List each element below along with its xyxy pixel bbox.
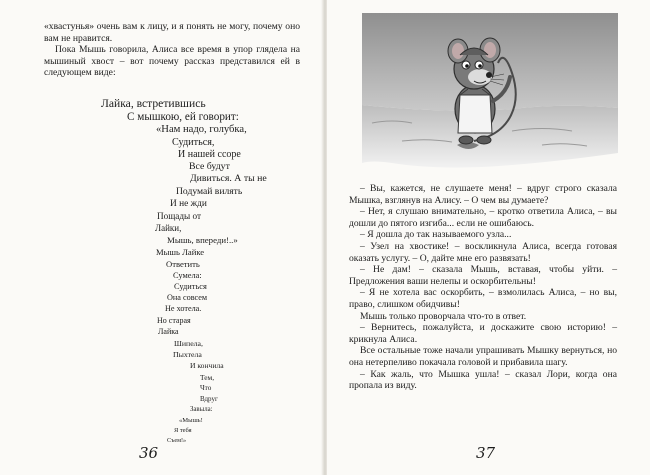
right-page	[327, 0, 650, 475]
tail-line: Все будут	[189, 161, 230, 172]
tail-line: Завыла:	[190, 406, 213, 413]
paragraph: – Вы, кажется, не слушаете меня! – вдруг строго сказала Мышка, взглянув на Алису. – О чем вы думаете?	[349, 183, 617, 206]
paragraph: Все остальные тоже начали упрашивать Мышку вернуться, но она нетерпеливо покачала головой и прибавила шагу.	[349, 345, 617, 368]
left-page-prose	[44, 21, 300, 79]
paragraph: – Не дам! – сказала Мышь, вставая, чтобы уйти. – Предложения ваши нелепы и оскорбительны!	[349, 264, 617, 287]
tail-line: Лайка, встретившись	[101, 97, 206, 110]
tail-line: Пыхтела	[173, 350, 202, 359]
tail-line: Лайка	[158, 327, 179, 336]
tail-line: Что	[200, 384, 212, 392]
paragraph: – Узел на хвостике! – воскликнула Алиса, всегда готовая оказать услугу. – О, дайте мне его развязать!	[349, 240, 617, 264]
tail-line: Сумела:	[173, 271, 202, 280]
tail-line: Тем,	[200, 373, 215, 382]
page-number: 36	[139, 444, 159, 462]
paragraph: – Как жаль, что Мышка ушла! – сказал Лори, когда она пропала из виду.	[349, 368, 617, 392]
tail-line: Не хотела.	[165, 304, 202, 313]
tail-line: Пощады от	[157, 211, 202, 221]
tail-line: С мышкою, ей говорит:	[127, 111, 239, 123]
tail-line: Ответить	[166, 259, 200, 269]
paragraph: «хвастунья» очень вам к лицу, и я понять не могу, почему оно вам не нравится.	[44, 21, 300, 44]
tail-line: Но старая	[157, 316, 191, 325]
paragraph: – Вернитесь, пожалуйста, и доскажите свою историю! – крикнула Алиса.	[349, 322, 617, 345]
tail-line: Лайки,	[155, 223, 182, 233]
tail-line: И нашей ссоре	[178, 149, 241, 160]
tail-line: Шипела,	[174, 339, 203, 348]
tail-line: Судиться,	[172, 137, 215, 148]
paragraph: – Я не хотела вас оскорбить, – взмолилась Алиса, – но вы, право, слишком обидчивы!	[349, 287, 617, 310]
tail-line: И не жди	[170, 199, 207, 209]
tail-line: «Мышь!	[179, 417, 203, 424]
tail-line: Подумай вилять	[176, 186, 243, 197]
paragraph: – Нет, я слушаю внимательно, – кротко ответила Алиса, – вы дошли до пятого изгиба... если не ошибаюсь.	[349, 206, 617, 229]
tail-line: Мышь Лайке	[156, 247, 205, 257]
tail-line: И кончила	[190, 361, 224, 370]
right-page-prose	[349, 183, 617, 392]
tail-line: Я тебя	[174, 427, 192, 434]
tail-line: Судиться	[174, 282, 207, 291]
tail-line: Вдруг	[200, 395, 218, 403]
paragraph: Мышь только проворчала что-то в ответ.	[360, 310, 527, 322]
paragraph: Пока Мышь говорила, Алиса все время в упор глядела на мышиный хвост – вот почему рассказ представился ей в следующем виде:	[44, 44, 300, 79]
mouse-tail-poem	[0, 94, 323, 454]
page-number: 37	[476, 444, 496, 462]
tail-line: Она совсем	[167, 293, 208, 302]
tail-line: «Нам надо, голубка,	[156, 124, 247, 135]
mouse-illustration	[362, 13, 618, 174]
tail-line: Мышь, впереди!..»	[167, 235, 238, 245]
paragraph: – Я дошла до так называемого узла...	[360, 229, 512, 241]
left-page	[0, 0, 323, 475]
tail-line: Дивиться. А ты не	[190, 173, 267, 184]
tail-line: Съем!»	[167, 437, 187, 444]
